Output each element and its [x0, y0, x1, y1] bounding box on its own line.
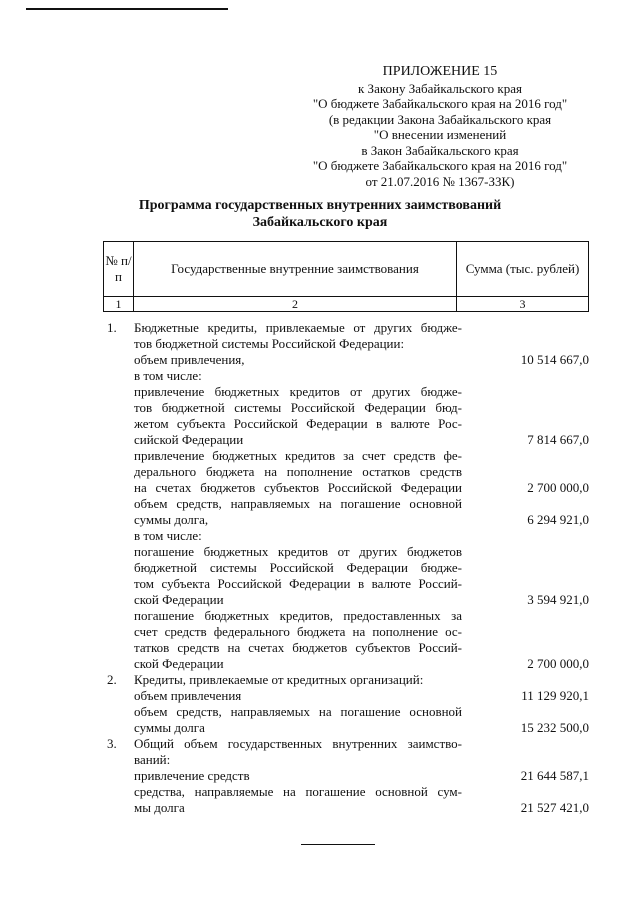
row-number [107, 720, 134, 736]
row-amount: 2 700 000,0 [527, 480, 589, 495]
row-amount [462, 576, 589, 592]
row-text: Бюджетные кредиты, привлекаемые от других бюдже- [134, 320, 462, 335]
appendix-heading: ПРИЛОЖЕНИЕ 15 [382, 64, 498, 79]
row-amount [462, 416, 589, 432]
appendix-line: в Закон Забайкальского края [361, 142, 519, 158]
appendix-block [290, 64, 590, 189]
row-text: Общий объем государственных внутренних заимство- [134, 736, 462, 751]
row-text: погашение бюджетных кредитов, предоставленных за [134, 608, 462, 623]
table-row [107, 752, 589, 768]
table-row [107, 544, 589, 560]
table-row [107, 352, 589, 368]
table-row [107, 608, 589, 624]
row-amount: 15 232 500,0 [520, 720, 589, 735]
row-amount [462, 528, 589, 544]
title-line-1: Программа государственных внутренних заимствований [138, 198, 502, 213]
row-text: суммы долга, [134, 512, 209, 527]
row-text: средства, направляемые на погашение основной сум- [134, 784, 462, 799]
table-row [107, 576, 589, 592]
row-amount [462, 784, 589, 800]
row-number [107, 752, 134, 768]
table-row [107, 368, 589, 384]
appendix-line: "О бюджете Забайкальского края на 2016 год" [312, 158, 568, 173]
row-amount: 21 527 421,0 [520, 800, 589, 815]
table-row [107, 528, 589, 544]
row-amount [462, 560, 589, 576]
row-text: на счетах бюджетов субъектов Российской Федерации [134, 480, 462, 495]
row-text: ской Федерации [134, 656, 224, 671]
row-text: счет средств федерального бюджета на пополнение ос- [134, 624, 462, 639]
row-number [107, 448, 134, 464]
table-row [107, 624, 589, 640]
table-row [107, 480, 589, 496]
row-number: 2. [107, 672, 117, 687]
row-number [107, 352, 134, 368]
header-amount: Сумма (тыс. рублей) [457, 242, 589, 297]
table-row [107, 448, 589, 464]
column-number: 3 [457, 297, 589, 312]
row-text: погашение бюджетных кредитов от других бюджетов [134, 544, 462, 559]
row-amount [462, 752, 589, 768]
table-row [107, 800, 589, 816]
row-text: Кредиты, привлекаемые от кредитных организаций: [134, 672, 424, 687]
row-text: дерального бюджета на пополнение остатков средств [134, 464, 462, 479]
row-amount [462, 368, 589, 384]
row-number [107, 336, 134, 352]
row-number [107, 656, 134, 672]
row-amount: 21 644 587,1 [520, 768, 589, 783]
row-number [107, 432, 134, 448]
column-number: 2 [134, 297, 457, 312]
row-number [107, 512, 134, 528]
row-amount [462, 496, 589, 512]
row-amount [462, 400, 589, 416]
row-number [107, 528, 134, 544]
row-amount [462, 704, 589, 720]
row-number [107, 496, 134, 512]
table-row [107, 672, 589, 688]
row-amount [462, 384, 589, 400]
table-row [107, 400, 589, 416]
header-number: № п/п [104, 242, 134, 297]
row-text: сийской Федерации [134, 432, 244, 447]
row-text: тов бюджетной системы Российской Федерации бюд- [134, 400, 462, 415]
row-number [107, 768, 134, 784]
table-row [107, 416, 589, 432]
row-text: жетом субъекта Российской Федерации в валюте Рос- [134, 416, 462, 431]
row-amount [462, 672, 589, 688]
row-amount [462, 544, 589, 560]
row-number [107, 624, 134, 640]
table-row [107, 736, 589, 752]
row-amount: 10 514 667,0 [520, 352, 589, 367]
row-text: в том числе: [134, 528, 202, 543]
row-amount [462, 608, 589, 624]
row-amount [462, 640, 589, 656]
row-text: объем привлечения, [134, 352, 245, 367]
row-number [107, 640, 134, 656]
row-number [107, 464, 134, 480]
table-row [107, 336, 589, 352]
table-row [107, 384, 589, 400]
row-number [107, 416, 134, 432]
row-amount [462, 320, 589, 336]
row-text: суммы долга [134, 720, 205, 735]
row-amount [462, 464, 589, 480]
row-amount: 3 594 921,0 [527, 592, 589, 607]
row-number [107, 384, 134, 400]
row-text: объем средств, направляемых на погашение основной [134, 496, 462, 511]
table-row [107, 784, 589, 800]
table-row [107, 688, 589, 704]
row-number [107, 800, 134, 816]
row-amount [462, 336, 589, 352]
table-row [107, 512, 589, 528]
row-text: тов бюджетной системы Российской Федерации: [134, 336, 405, 351]
row-amount [462, 736, 589, 752]
table-row [107, 320, 589, 336]
row-text: мы долга [134, 800, 185, 815]
borrowings-table-header [103, 241, 589, 312]
row-number [107, 784, 134, 800]
table-row [107, 656, 589, 672]
row-number [107, 368, 134, 384]
table-row [107, 640, 589, 656]
bottom-rule [301, 844, 375, 845]
column-number-row [104, 297, 589, 312]
document-title [100, 197, 540, 231]
header-row [104, 242, 589, 297]
row-text: привлечение бюджетных кредитов за счет средств фе- [134, 448, 462, 463]
row-text: ской Федерации [134, 592, 224, 607]
table-row [107, 720, 589, 736]
row-text: ваний: [134, 752, 171, 767]
header-borrowings: Государственные внутренние заимствования [134, 242, 457, 297]
appendix-line: от 21.07.2016 № 1367-ЗЗК) [365, 173, 515, 189]
row-number [107, 608, 134, 624]
row-text: в том числе: [134, 368, 202, 383]
row-number [107, 592, 134, 608]
row-text: привлечение средств [134, 768, 250, 783]
table-row [107, 704, 589, 720]
row-number: 3. [107, 736, 117, 751]
top-rule [26, 8, 228, 10]
row-amount [462, 448, 589, 464]
appendix-line: к Закону Забайкальского края [357, 80, 522, 96]
appendix-line: "О внесении изменений [373, 127, 507, 142]
row-number [107, 704, 134, 720]
row-text: том субъекта Российской Федерации в валюте Россий- [134, 576, 462, 591]
row-amount: 2 700 000,0 [527, 656, 589, 671]
table-row [107, 560, 589, 576]
title-line-2: Забайкальского края [252, 215, 388, 230]
row-text: бюджетной системы Российской Федерации бюдже- [134, 560, 462, 575]
table-row [107, 432, 589, 448]
table-row [107, 496, 589, 512]
row-number [107, 560, 134, 576]
borrowings-body [107, 320, 589, 816]
row-number [107, 576, 134, 592]
row-text: татков средств на счетах бюджетов субъектов Россий- [134, 640, 462, 655]
appendix-line: "О бюджете Забайкальского края на 2016 год" [312, 96, 568, 111]
row-amount: 7 814 667,0 [527, 432, 589, 447]
row-number [107, 480, 134, 496]
table-row [107, 768, 589, 784]
row-text: объем привлечения [134, 688, 242, 703]
row-text: привлечение бюджетных кредитов от других бюдже- [134, 384, 462, 399]
row-number [107, 688, 134, 704]
row-amount [462, 624, 589, 640]
row-text: объем средств, направляемых на погашение основной [134, 704, 462, 719]
row-number [107, 400, 134, 416]
table-row [107, 592, 589, 608]
column-number: 1 [104, 297, 134, 312]
row-number [107, 544, 134, 560]
table-row [107, 464, 589, 480]
row-number: 1. [107, 320, 117, 335]
row-amount: 11 129 920,1 [521, 688, 589, 703]
appendix-line: (в редакции Закона Забайкальского края [328, 111, 552, 127]
row-amount: 6 294 921,0 [527, 512, 589, 527]
